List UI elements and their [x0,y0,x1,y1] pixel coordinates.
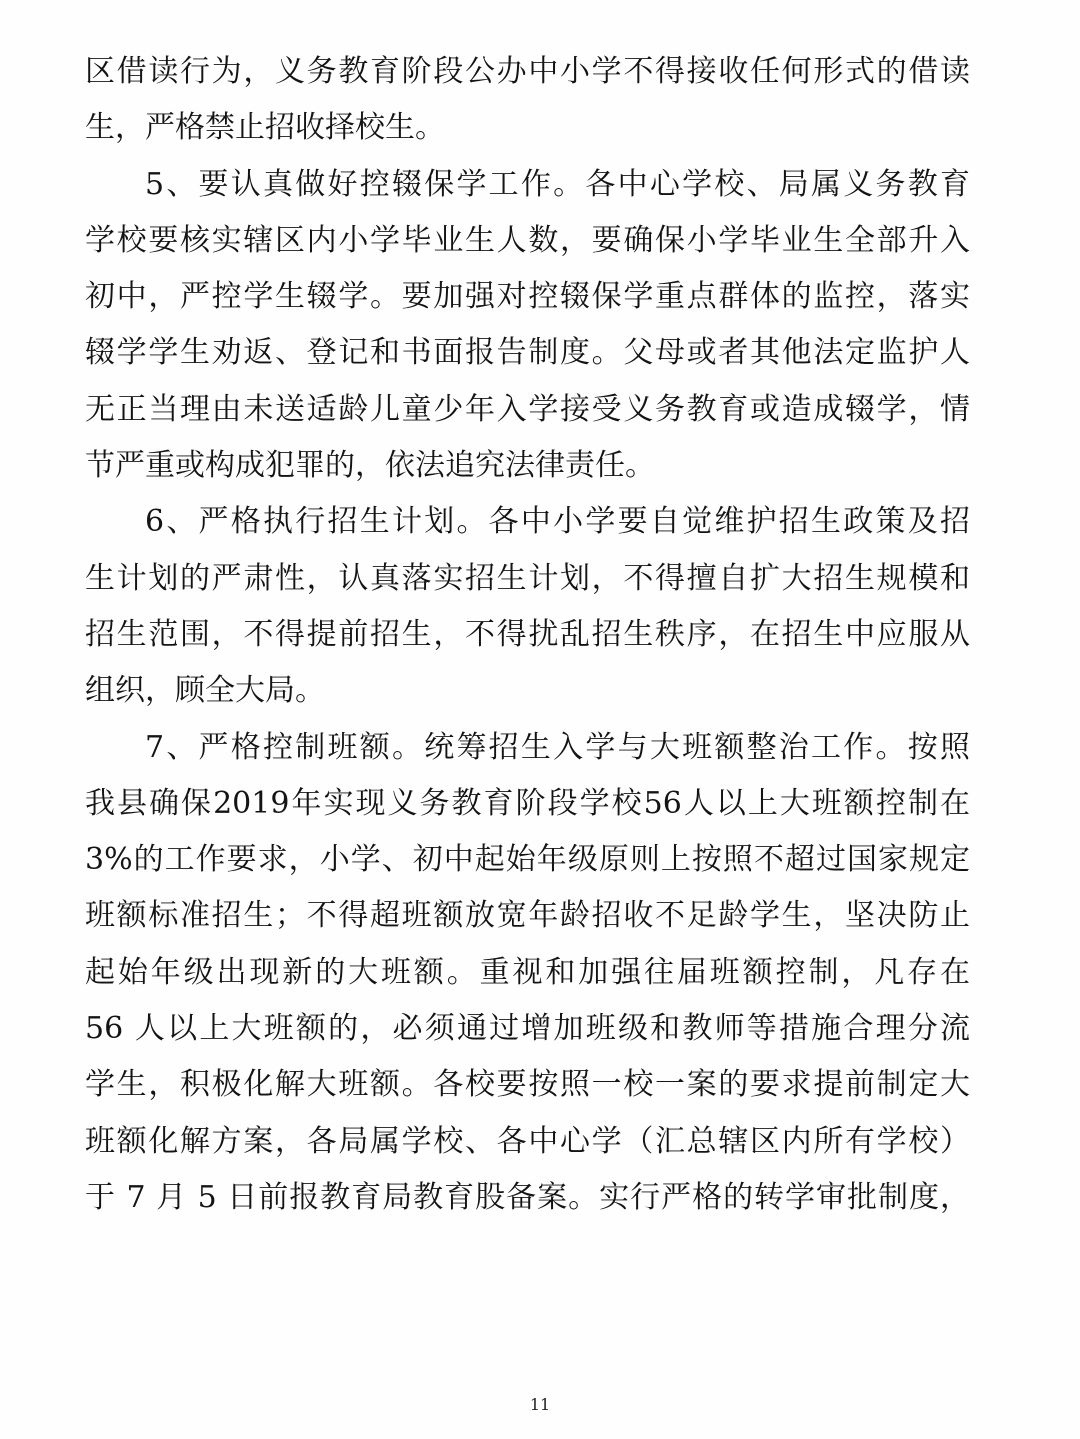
text-line: 学校要核实辖区内小学毕业生人数，要确保小学毕业生全部升入 [85,222,970,258]
text-line: 无正当理由未送适龄儿童少年入学接受义务教育或造成辍学，情 [85,391,970,427]
text-line: 招生范围，不得提前招生，不得扰乱招生秩序，在招生中应服从 [85,616,970,652]
text-line: 辍学学生劝返、登记和书面报告制度。父母或者其他法定监护人 [85,335,970,371]
text-line: 于 7 月 5 日前报教育局教育股备案。实行严格的转学审批制度， [85,1179,970,1215]
body-text [85,44,970,1226]
text-line: 3%的工作要求，小学、初中起始年级原则上按照不超过国家规定 [85,842,970,878]
text-line: 生计划的严肃性，认真落实招生计划，不得擅自扩大招生规模和 [85,560,970,596]
paragraph-6-first-line: 6、严格执行招生计划。各中小学要自觉维护招生政策及招 [145,504,970,540]
paragraph-5-first-line: 5、要认真做好控辍保学工作。各中心学校、局属义务教育 [145,166,970,202]
text-line: 起始年级出现新的大班额。重视和加强往届班额控制，凡存在 [85,954,970,990]
text-line: 我县确保2019年实现义务教育阶段学校56人以上大班额控制在 [85,785,970,821]
text-line: 生，严格禁止招收择校生。 [85,110,445,146]
text-line: 班额标准招生；不得超班额放宽年龄招收不足龄学生，坚决防止 [85,898,970,934]
text-line: 学生，积极化解大班额。各校要按照一校一案的要求提前制定大 [85,1067,970,1103]
text-line: 组织，顾全大局。 [85,673,325,709]
text-line: 班额化解方案，各局属学校、各中心学（汇总辖区内所有学校） [85,1123,970,1159]
text-line: 56 人以上大班额的，必须通过增加班级和教师等措施合理分流 [85,1011,970,1047]
text-line: 节严重或构成犯罪的，依法追究法律责任。 [85,448,655,484]
text-line: 区借读行为，义务教育阶段公办中小学不得接收任何形式的借读 [85,54,970,89]
text-line: 初中，严控学生辍学。要加强对控辍保学重点群体的监控，落实 [85,279,970,315]
paragraph-7-first-line: 7、严格控制班额。统筹招生入学与大班额整治工作。按照 [145,729,970,765]
page-number: 11 [529,1395,551,1414]
